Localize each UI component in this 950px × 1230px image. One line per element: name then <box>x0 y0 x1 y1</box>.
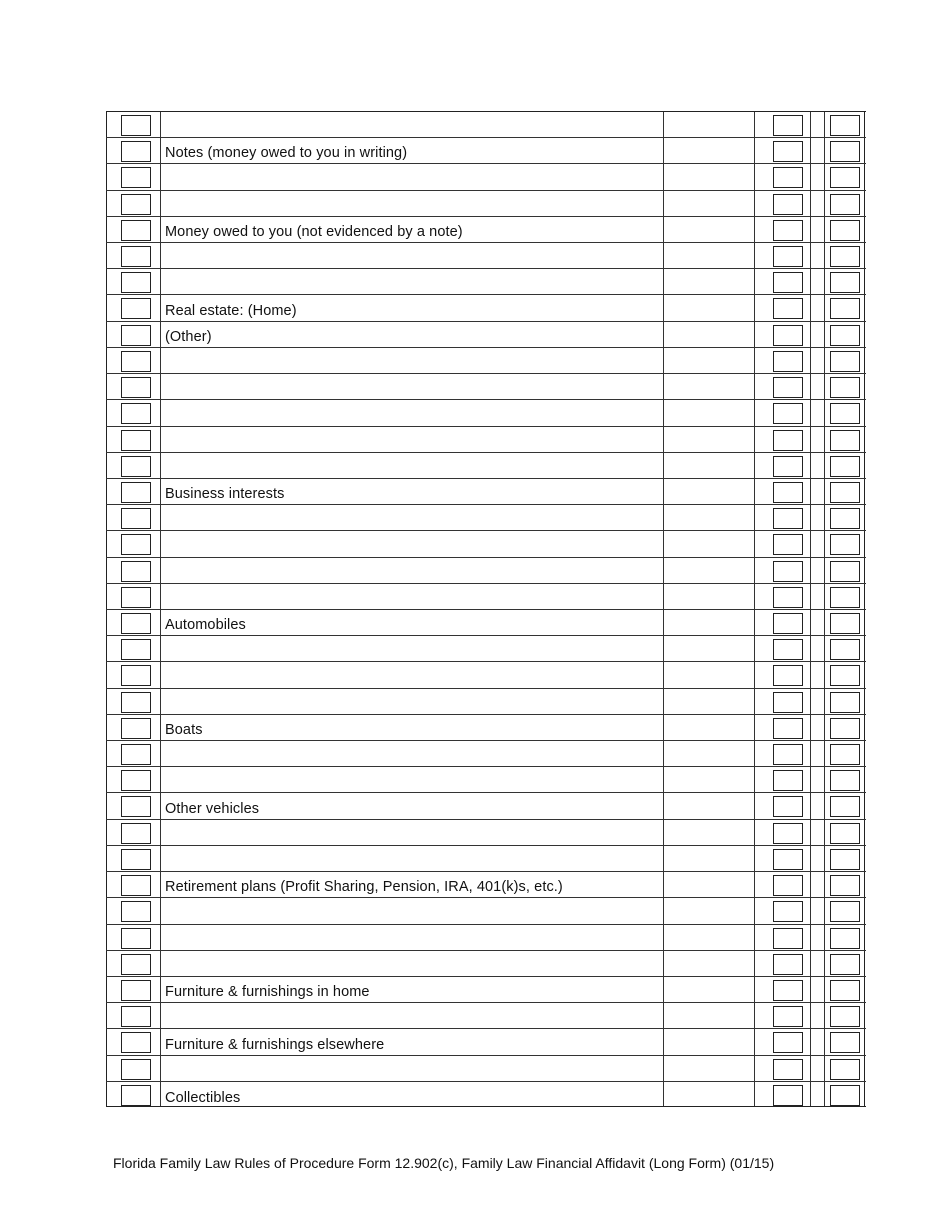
nonmarital-checkbox[interactable] <box>121 1006 151 1027</box>
table-row <box>106 1003 866 1029</box>
wife-checkbox[interactable] <box>830 246 860 267</box>
nonmarital-checkbox[interactable] <box>121 167 151 188</box>
table-row <box>106 767 866 793</box>
husband-checkbox[interactable] <box>773 718 803 739</box>
table-row <box>106 191 866 217</box>
table-row <box>106 820 866 846</box>
asset-description: Collectibles <box>165 1090 241 1106</box>
husband-checkbox[interactable] <box>773 849 803 870</box>
nonmarital-checkbox[interactable] <box>121 744 151 765</box>
husband-checkbox[interactable] <box>773 665 803 686</box>
table-row <box>106 269 866 295</box>
table-row <box>106 164 866 191</box>
husband-checkbox[interactable] <box>773 325 803 346</box>
nonmarital-checkbox[interactable] <box>121 954 151 975</box>
table-row <box>106 505 866 531</box>
husband-checkbox[interactable] <box>773 954 803 975</box>
husband-checkbox[interactable] <box>773 246 803 267</box>
nonmarital-checkbox[interactable] <box>121 639 151 660</box>
husband-checkbox[interactable] <box>773 823 803 844</box>
wife-checkbox[interactable] <box>830 561 860 582</box>
wife-checkbox[interactable] <box>830 482 860 503</box>
asset-table <box>106 111 866 1107</box>
husband-checkbox[interactable] <box>773 482 803 503</box>
table-row <box>106 898 866 925</box>
nonmarital-checkbox[interactable] <box>121 561 151 582</box>
table-row <box>106 846 866 872</box>
nonmarital-checkbox[interactable] <box>121 403 151 424</box>
husband-checkbox[interactable] <box>773 377 803 398</box>
wife-checkbox[interactable] <box>830 823 860 844</box>
nonmarital-checkbox[interactable] <box>121 194 151 215</box>
husband-checkbox[interactable] <box>773 1032 803 1053</box>
asset-description: Furniture & furnishings in home <box>165 984 370 1000</box>
nonmarital-checkbox[interactable] <box>121 456 151 477</box>
asset-description: Money owed to you (not evidenced by a note) <box>165 224 463 240</box>
nonmarital-checkbox[interactable] <box>121 482 151 503</box>
husband-checkbox[interactable] <box>773 1006 803 1027</box>
wife-checkbox[interactable] <box>830 849 860 870</box>
husband-checkbox[interactable] <box>773 613 803 634</box>
table-row <box>106 427 866 453</box>
husband-checkbox[interactable] <box>773 141 803 162</box>
wife-checkbox[interactable] <box>830 351 860 372</box>
table-row <box>106 872 866 898</box>
table-row <box>106 348 866 374</box>
nonmarital-checkbox[interactable] <box>121 272 151 293</box>
husband-checkbox[interactable] <box>773 298 803 319</box>
table-row <box>106 610 866 636</box>
wife-checkbox[interactable] <box>830 928 860 949</box>
nonmarital-checkbox[interactable] <box>121 665 151 686</box>
table-row <box>106 453 866 479</box>
table-row <box>106 374 866 400</box>
wife-checkbox[interactable] <box>830 167 860 188</box>
nonmarital-checkbox[interactable] <box>121 613 151 634</box>
asset-description: Business interests <box>165 486 285 502</box>
wife-checkbox[interactable] <box>830 587 860 608</box>
wife-checkbox[interactable] <box>830 534 860 555</box>
husband-checkbox[interactable] <box>773 744 803 765</box>
wife-checkbox[interactable] <box>830 272 860 293</box>
wife-checkbox[interactable] <box>830 1085 860 1106</box>
husband-checkbox[interactable] <box>773 1059 803 1080</box>
husband-checkbox[interactable] <box>773 587 803 608</box>
husband-checkbox[interactable] <box>773 928 803 949</box>
table-row <box>106 662 866 689</box>
nonmarital-checkbox[interactable] <box>121 1085 151 1106</box>
wife-checkbox[interactable] <box>830 692 860 713</box>
husband-checkbox[interactable] <box>773 639 803 660</box>
table-row <box>106 479 866 505</box>
table-row <box>106 636 866 662</box>
wife-checkbox[interactable] <box>830 403 860 424</box>
husband-checkbox[interactable] <box>773 1085 803 1106</box>
nonmarital-checkbox[interactable] <box>121 246 151 267</box>
wife-checkbox[interactable] <box>830 298 860 319</box>
nonmarital-checkbox[interactable] <box>121 875 151 896</box>
wife-checkbox[interactable] <box>830 456 860 477</box>
asset-description: Real estate: (Home) <box>165 303 297 319</box>
table-row <box>106 793 866 820</box>
nonmarital-checkbox[interactable] <box>121 796 151 817</box>
husband-checkbox[interactable] <box>773 561 803 582</box>
husband-checkbox[interactable] <box>773 403 803 424</box>
nonmarital-checkbox[interactable] <box>121 377 151 398</box>
wife-checkbox[interactable] <box>830 796 860 817</box>
husband-checkbox[interactable] <box>773 875 803 896</box>
nonmarital-checkbox[interactable] <box>121 1059 151 1080</box>
table-row <box>106 1082 866 1108</box>
table-row <box>106 243 866 269</box>
wife-checkbox[interactable] <box>830 718 860 739</box>
husband-checkbox[interactable] <box>773 980 803 1001</box>
husband-checkbox[interactable] <box>773 167 803 188</box>
asset-description: Other vehicles <box>165 801 260 817</box>
husband-checkbox[interactable] <box>773 115 803 136</box>
asset-description: Boats <box>165 722 203 738</box>
husband-checkbox[interactable] <box>773 796 803 817</box>
nonmarital-checkbox[interactable] <box>121 718 151 739</box>
table-row <box>106 1056 866 1082</box>
wife-checkbox[interactable] <box>830 141 860 162</box>
asset-description: Notes (money owed to you in writing) <box>165 145 408 161</box>
wife-checkbox[interactable] <box>830 194 860 215</box>
table-row <box>106 217 866 243</box>
wife-checkbox[interactable] <box>830 665 860 686</box>
table-row <box>106 138 866 164</box>
husband-checkbox[interactable] <box>773 534 803 555</box>
husband-checkbox[interactable] <box>773 430 803 451</box>
form-footer: Florida Family Law Rules of Procedure Form 12.902(c), Family Law Financial Affidavit (Long Form) (01/15) <box>113 1155 775 1171</box>
husband-checkbox[interactable] <box>773 220 803 241</box>
table-row <box>106 1029 866 1056</box>
husband-checkbox[interactable] <box>773 692 803 713</box>
nonmarital-checkbox[interactable] <box>121 928 151 949</box>
nonmarital-checkbox[interactable] <box>121 115 151 136</box>
nonmarital-checkbox[interactable] <box>121 692 151 713</box>
wife-checkbox[interactable] <box>830 901 860 922</box>
nonmarital-checkbox[interactable] <box>121 220 151 241</box>
wife-checkbox[interactable] <box>830 744 860 765</box>
table-row <box>106 112 866 138</box>
husband-checkbox[interactable] <box>773 194 803 215</box>
nonmarital-checkbox[interactable] <box>121 823 151 844</box>
nonmarital-checkbox[interactable] <box>121 901 151 922</box>
wife-checkbox[interactable] <box>830 508 860 529</box>
wife-checkbox[interactable] <box>830 1059 860 1080</box>
wife-checkbox[interactable] <box>830 1006 860 1027</box>
asset-description: Retirement plans (Profit Sharing, Pension, IRA, 401(k)s, etc.) <box>165 879 563 895</box>
nonmarital-checkbox[interactable] <box>121 325 151 346</box>
wife-checkbox[interactable] <box>830 980 860 1001</box>
husband-checkbox[interactable] <box>773 901 803 922</box>
husband-checkbox[interactable] <box>773 272 803 293</box>
nonmarital-checkbox[interactable] <box>121 770 151 791</box>
wife-checkbox[interactable] <box>830 325 860 346</box>
wife-checkbox[interactable] <box>830 1032 860 1053</box>
husband-checkbox[interactable] <box>773 770 803 791</box>
husband-checkbox[interactable] <box>773 351 803 372</box>
nonmarital-checkbox[interactable] <box>121 534 151 555</box>
table-row <box>106 925 866 951</box>
table-row <box>106 741 866 767</box>
nonmarital-checkbox[interactable] <box>121 849 151 870</box>
table-row <box>106 322 866 348</box>
asset-description: Automobiles <box>165 617 246 633</box>
table-row <box>106 558 866 584</box>
wife-checkbox[interactable] <box>830 430 860 451</box>
wife-checkbox[interactable] <box>830 220 860 241</box>
asset-description: Furniture & furnishings elsewhere <box>165 1037 385 1053</box>
nonmarital-checkbox[interactable] <box>121 1032 151 1053</box>
nonmarital-checkbox[interactable] <box>121 980 151 1001</box>
wife-checkbox[interactable] <box>830 613 860 634</box>
nonmarital-checkbox[interactable] <box>121 430 151 451</box>
table-row <box>106 531 866 558</box>
table-row <box>106 689 866 715</box>
wife-checkbox[interactable] <box>830 377 860 398</box>
wife-checkbox[interactable] <box>830 639 860 660</box>
husband-checkbox[interactable] <box>773 508 803 529</box>
wife-checkbox[interactable] <box>830 875 860 896</box>
nonmarital-checkbox[interactable] <box>121 351 151 372</box>
wife-checkbox[interactable] <box>830 115 860 136</box>
nonmarital-checkbox[interactable] <box>121 508 151 529</box>
nonmarital-checkbox[interactable] <box>121 587 151 608</box>
husband-checkbox[interactable] <box>773 456 803 477</box>
nonmarital-checkbox[interactable] <box>121 298 151 319</box>
table-row <box>106 584 866 610</box>
wife-checkbox[interactable] <box>830 954 860 975</box>
table-row <box>106 715 866 741</box>
table-row <box>106 295 866 322</box>
wife-checkbox[interactable] <box>830 770 860 791</box>
asset-description: (Other) <box>165 329 212 345</box>
nonmarital-checkbox[interactable] <box>121 141 151 162</box>
table-row <box>106 400 866 427</box>
table-row <box>106 951 866 977</box>
table-row <box>106 977 866 1003</box>
